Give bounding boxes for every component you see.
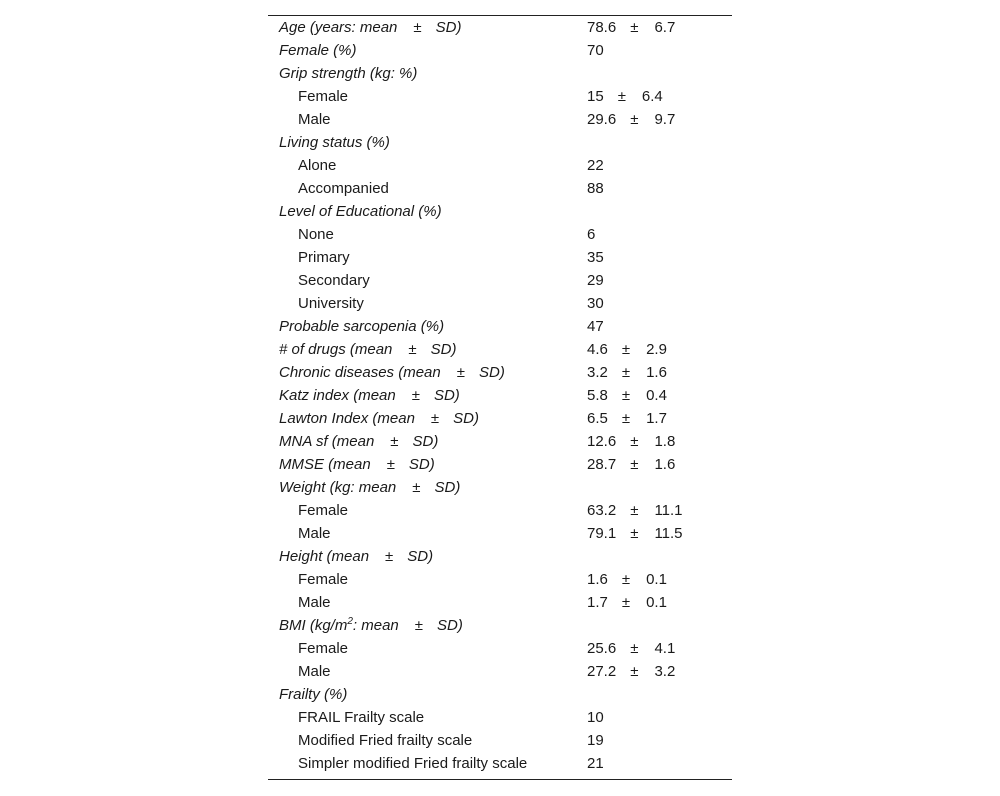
- table-row: [268, 292, 732, 315]
- row-value: [587, 568, 667, 591]
- row-label: Living status (%): [279, 134, 390, 151]
- characteristics-table: [268, 15, 732, 780]
- row-label: [279, 545, 433, 568]
- table-row: [268, 246, 732, 269]
- row-label: Simpler modified Fried frailty scale: [298, 755, 528, 772]
- row-value: [587, 338, 667, 361]
- row-label: [279, 407, 479, 430]
- mean-value: 1.7: [587, 594, 608, 611]
- row-label: Accompanied: [298, 180, 389, 197]
- plus-minus-symbol: ±: [630, 19, 639, 36]
- plus-minus-symbol: ±: [621, 364, 631, 381]
- plus-minus-symbol: ±: [390, 433, 399, 450]
- row-label: Male: [298, 663, 331, 680]
- table-row: [268, 269, 732, 292]
- mean-value: 12.6: [587, 433, 617, 450]
- plus-minus-symbol: ±: [630, 456, 639, 473]
- plus-minus-symbol: ±: [385, 548, 394, 565]
- row-label: Female: [298, 640, 349, 657]
- row-label-text: # of drugs (mean: [279, 341, 393, 358]
- mean-value: 79.1: [587, 525, 617, 542]
- table-row: [268, 62, 732, 85]
- mean-value: 19: [587, 732, 604, 749]
- superscript: 2: [347, 616, 353, 627]
- row-label-text: SD): [407, 548, 434, 565]
- row-value: [587, 660, 675, 683]
- row-label-text: BMI (kg/m: [279, 617, 348, 634]
- mean-value: 10: [587, 709, 604, 726]
- sd-value: 0.4: [646, 387, 667, 404]
- table-row: [268, 476, 732, 499]
- row-value: [587, 729, 604, 752]
- mean-value: 1.6: [587, 571, 608, 588]
- row-value: [587, 16, 675, 39]
- row-label: [279, 430, 438, 453]
- row-label: Primary: [298, 249, 350, 266]
- table-row: [268, 683, 732, 706]
- plus-minus-symbol: ±: [617, 88, 626, 105]
- row-value: [587, 223, 595, 246]
- row-label-text: SD): [437, 617, 463, 634]
- plus-minus-symbol: ±: [412, 479, 421, 496]
- row-label-text: SD): [433, 387, 460, 404]
- plus-minus-symbol: ±: [414, 617, 423, 634]
- row-label: Male: [298, 594, 331, 611]
- plus-minus-symbol: ±: [630, 525, 639, 542]
- row-value: [587, 522, 683, 545]
- table-row: [268, 131, 732, 154]
- row-label: Probable sarcopenia (%): [279, 318, 445, 335]
- row-label-text: MNA sf (mean: [279, 433, 375, 450]
- sd-value: 0.1: [646, 571, 667, 588]
- table-row: [268, 706, 732, 729]
- table-row: [268, 660, 732, 683]
- table-row: [268, 108, 732, 131]
- table-row: [268, 200, 732, 223]
- row-label-text: Lawton Index (mean: [279, 410, 415, 427]
- row-label: FRAIL Frailty scale: [298, 709, 425, 726]
- sd-value: 11.5: [654, 525, 683, 542]
- mean-value: 3.2: [587, 364, 608, 381]
- row-label: [279, 476, 460, 499]
- row-value: [587, 85, 663, 108]
- table-row: [268, 338, 732, 361]
- plus-minus-symbol: ±: [430, 410, 440, 427]
- sd-value: 2.9: [646, 341, 667, 358]
- row-label: Alone: [298, 157, 337, 174]
- plus-minus-symbol: ±: [621, 594, 631, 611]
- plus-minus-symbol: ±: [411, 387, 420, 404]
- row-label: [279, 453, 435, 476]
- row-label-text: Chronic diseases (mean: [279, 364, 441, 381]
- row-value: [587, 39, 604, 62]
- row-value: [587, 752, 604, 775]
- table-row: [268, 16, 732, 39]
- row-value: [587, 384, 667, 407]
- row-label-text: Age (years: mean: [279, 19, 398, 36]
- sd-value: 6.7: [654, 19, 676, 36]
- table-row: [268, 752, 732, 775]
- sd-value: 4.1: [654, 640, 676, 657]
- row-label-text: Weight (kg: mean: [279, 479, 397, 496]
- row-label: Modified Fried frailty scale: [298, 732, 473, 749]
- mean-value: 21: [587, 755, 604, 772]
- row-value: [587, 108, 675, 131]
- plus-minus-symbol: ±: [630, 433, 639, 450]
- mean-value: 6.5: [587, 410, 608, 427]
- mean-value: 29.6: [587, 111, 617, 128]
- mean-value: 27.2: [587, 663, 617, 680]
- row-label: [279, 361, 505, 384]
- row-value: [587, 430, 675, 453]
- row-label-text: SD): [453, 410, 479, 427]
- mean-value: 29: [587, 272, 604, 289]
- plus-minus-symbol: ±: [621, 387, 631, 404]
- sd-value: 3.2: [654, 663, 676, 680]
- row-label: [279, 338, 456, 361]
- sd-value: 9.7: [654, 111, 676, 128]
- row-label: Female: [298, 88, 349, 105]
- mean-value: 35: [587, 249, 604, 266]
- row-label: Level of Educational (%): [279, 203, 442, 220]
- table-row: [268, 177, 732, 200]
- sd-value: 1.8: [654, 433, 676, 450]
- row-value: [587, 269, 604, 292]
- row-label: Frailty (%): [279, 686, 348, 703]
- mean-value: 22: [587, 157, 604, 174]
- row-label: Male: [298, 525, 331, 542]
- mean-value: 15: [587, 88, 604, 105]
- table-row: [268, 499, 732, 522]
- row-label-text: SD): [430, 341, 457, 358]
- table-row: [268, 637, 732, 660]
- row-label: University: [298, 295, 364, 312]
- table-row: [268, 430, 732, 453]
- row-label: Male: [298, 111, 331, 128]
- table-row: [268, 545, 732, 568]
- row-label-text: Katz index (mean: [279, 387, 396, 404]
- mean-value: 78.6: [587, 19, 617, 36]
- mean-value: 4.6: [587, 341, 608, 358]
- row-label: Female (%): [279, 42, 357, 59]
- row-label: [279, 614, 463, 637]
- row-label-text: SD): [412, 433, 439, 450]
- sd-value: 0.1: [646, 594, 667, 611]
- row-label-text: SD): [434, 479, 461, 496]
- row-label-text: : mean: [352, 617, 399, 634]
- row-label-text: SD): [435, 19, 462, 36]
- row-value: [587, 499, 683, 522]
- sd-value: 6.4: [641, 88, 663, 105]
- plus-minus-symbol: ±: [621, 571, 631, 588]
- row-label: [279, 16, 461, 39]
- table-row: [268, 407, 732, 430]
- row-value: [587, 315, 604, 338]
- row-value: [587, 246, 604, 269]
- table-row: [268, 85, 732, 108]
- row-value: [587, 453, 675, 476]
- row-value: [587, 706, 604, 729]
- row-value: [587, 292, 604, 315]
- mean-value: 47: [587, 318, 604, 335]
- mean-value: 25.6: [587, 640, 617, 657]
- mean-value: 28.7: [587, 456, 617, 473]
- row-label-text: MMSE (mean: [279, 456, 371, 473]
- row-value: [587, 637, 675, 660]
- table-row: [268, 361, 732, 384]
- table-row: [268, 315, 732, 338]
- table-row: [268, 384, 732, 407]
- plus-minus-symbol: ±: [413, 19, 422, 36]
- sd-value: 11.1: [654, 502, 683, 519]
- mean-value: 63.2: [587, 502, 617, 519]
- table-row: [268, 154, 732, 177]
- mean-value: 30: [587, 295, 604, 312]
- plus-minus-symbol: ±: [630, 663, 639, 680]
- mean-value: 88: [587, 180, 604, 197]
- table-row: [268, 39, 732, 62]
- mean-value: 5.8: [587, 387, 608, 404]
- plus-minus-symbol: ±: [630, 502, 639, 519]
- row-value: [587, 361, 667, 384]
- row-label-text: Height (mean: [279, 548, 370, 565]
- sd-value: 1.7: [646, 410, 667, 427]
- row-value: [587, 407, 667, 430]
- table-row: [268, 453, 732, 476]
- table-row: [268, 729, 732, 752]
- plus-minus-symbol: ±: [456, 364, 465, 381]
- mean-value: 6: [587, 226, 596, 243]
- plus-minus-symbol: ±: [386, 456, 395, 473]
- row-label-text: SD): [408, 456, 435, 473]
- row-value: [587, 154, 604, 177]
- table-row: [268, 522, 732, 545]
- row-value: [587, 591, 667, 614]
- row-value: [587, 177, 604, 200]
- row-label: Female: [298, 571, 349, 588]
- table-row: [268, 591, 732, 614]
- plus-minus-symbol: ±: [630, 111, 639, 128]
- row-label: None: [298, 226, 334, 243]
- table-row: [268, 223, 732, 246]
- sd-value: 1.6: [646, 364, 667, 381]
- table-row: [268, 614, 732, 637]
- sd-value: 1.6: [654, 456, 676, 473]
- plus-minus-symbol: ±: [630, 640, 639, 657]
- row-label: Grip strength (kg: %): [279, 65, 418, 82]
- mean-value: 70: [587, 42, 604, 59]
- row-label: Secondary: [298, 272, 370, 289]
- table-row: [268, 568, 732, 591]
- row-label: Female: [298, 502, 349, 519]
- row-label-text: SD): [478, 364, 505, 381]
- row-label: [279, 384, 460, 407]
- plus-minus-symbol: ±: [621, 410, 631, 427]
- plus-minus-symbol: ±: [408, 341, 417, 358]
- plus-minus-symbol: ±: [621, 341, 631, 358]
